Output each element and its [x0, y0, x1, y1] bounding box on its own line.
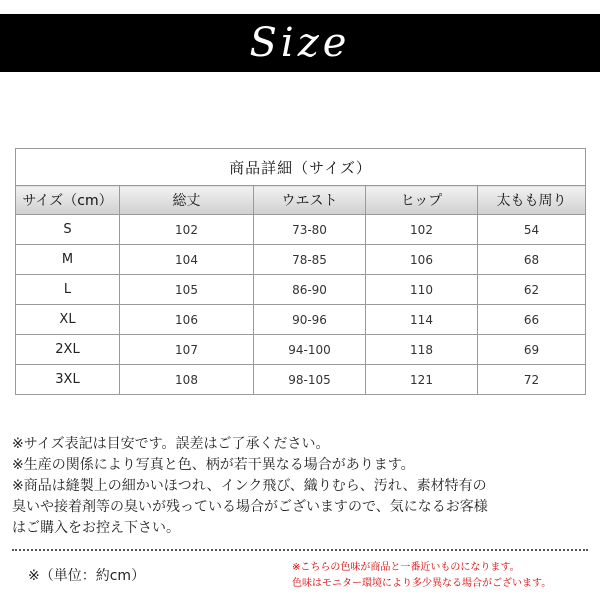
thigh-cell: 69	[478, 335, 586, 365]
waist-cell: 78-85	[254, 245, 366, 275]
thigh-cell: 68	[478, 245, 586, 275]
note-line: ※商品は縫製上の細かいほつれ、インク飛び、織りむら、汚れ、素材特有の	[12, 478, 487, 494]
size-cell: M	[16, 245, 120, 275]
color-disclaimer	[292, 560, 592, 592]
length-cell: 105	[120, 275, 254, 305]
length-cell: 104	[120, 245, 254, 275]
waist-cell: 98-105	[254, 365, 366, 395]
unit-note: ※（単位：約cm）	[28, 568, 146, 584]
dotted-divider	[12, 549, 588, 551]
thigh-cell: 62	[478, 275, 586, 305]
hip-cell: 114	[366, 305, 478, 335]
size-cell: S	[16, 215, 120, 245]
waist-cell: 86-90	[254, 275, 366, 305]
notes-block	[12, 434, 592, 539]
waist-cell: 73-80	[254, 215, 366, 245]
table-row	[16, 245, 586, 275]
size-cell: 3XL	[16, 365, 120, 395]
banner-title: Size	[249, 20, 351, 66]
table-row	[16, 335, 586, 365]
size-table	[15, 148, 586, 395]
table-caption-row	[16, 149, 586, 186]
table-header-row	[16, 186, 586, 215]
header-waist: ウエスト	[254, 186, 366, 215]
note-line: 臭いや接着剤等の臭いが残っている場合がございますので、気になるお客様	[12, 499, 488, 515]
waist-cell: 94-100	[254, 335, 366, 365]
title-banner	[0, 14, 600, 72]
size-cell: 2XL	[16, 335, 120, 365]
size-cell: XL	[16, 305, 120, 335]
header-size: サイズ（cm）	[16, 186, 120, 215]
hip-cell: 106	[366, 245, 478, 275]
disclaimer-line: ※こちらの色味が商品と一番近いものになります。	[292, 562, 520, 573]
length-cell: 108	[120, 365, 254, 395]
header-length: 総丈	[120, 186, 254, 215]
note-line: ※サイズ表記は目安です。誤差はご了承ください。	[12, 436, 330, 452]
table-row	[16, 305, 586, 335]
hip-cell: 121	[366, 365, 478, 395]
table-caption: 商品詳細（サイズ）	[16, 149, 586, 186]
thigh-cell: 66	[478, 305, 586, 335]
thigh-cell: 72	[478, 365, 586, 395]
hip-cell: 110	[366, 275, 478, 305]
note-line: はご購入をお控え下さい。	[12, 520, 180, 536]
table-row	[16, 365, 586, 395]
hip-cell: 102	[366, 215, 478, 245]
table-row	[16, 275, 586, 305]
waist-cell: 90-96	[254, 305, 366, 335]
note-line: ※生産の関係により写真と色、柄が若干異なる場合があります。	[12, 457, 415, 473]
header-thigh: 太もも周り	[478, 186, 586, 215]
table-row	[16, 215, 586, 245]
disclaimer-line: 色味はモニター環境により多少異なる場合がございます。	[292, 578, 552, 589]
thigh-cell: 54	[478, 215, 586, 245]
length-cell: 106	[120, 305, 254, 335]
size-cell: L	[16, 275, 120, 305]
length-cell: 102	[120, 215, 254, 245]
header-hip: ヒップ	[366, 186, 478, 215]
hip-cell: 118	[366, 335, 478, 365]
length-cell: 107	[120, 335, 254, 365]
